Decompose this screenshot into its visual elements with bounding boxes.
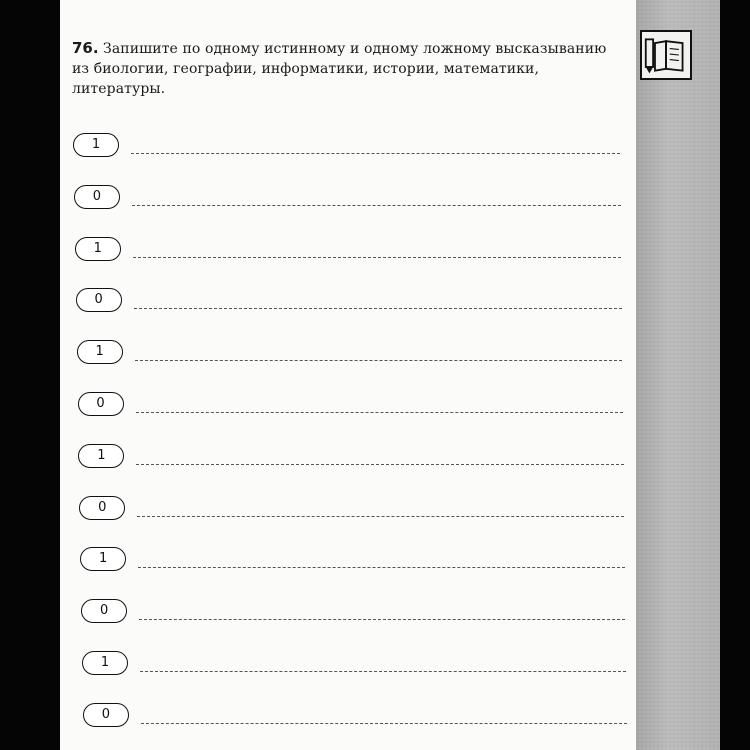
- page-margin: [636, 0, 720, 750]
- answer-line[interactable]: [131, 153, 620, 154]
- answer-line[interactable]: [137, 516, 624, 517]
- answer-row: [0, 133, 660, 163]
- answer-row: [0, 651, 660, 681]
- answer-row: [0, 703, 660, 733]
- answer-line[interactable]: [134, 308, 622, 309]
- task-number: 76.: [72, 39, 99, 57]
- answer-line[interactable]: [135, 360, 623, 361]
- worksheet-page: [60, 0, 720, 750]
- answer-line[interactable]: [138, 567, 625, 568]
- answer-value-badge: 1: [80, 547, 126, 571]
- answer-row: [0, 237, 660, 267]
- answer-line[interactable]: [132, 205, 621, 206]
- book-pencil-icon: [640, 30, 692, 80]
- answer-row: [0, 547, 660, 577]
- answer-value-badge: 0: [78, 392, 124, 416]
- answer-line[interactable]: [139, 619, 625, 620]
- answer-value-badge: 0: [83, 703, 129, 727]
- answer-line[interactable]: [140, 671, 626, 672]
- answer-row: [0, 599, 660, 629]
- answer-value-badge: 0: [74, 185, 120, 209]
- answer-line[interactable]: [141, 723, 627, 724]
- answer-value-badge: 1: [73, 133, 119, 157]
- task-statement: [72, 38, 624, 99]
- answer-row: [0, 444, 660, 474]
- answer-row: [0, 392, 660, 422]
- answer-row: [0, 496, 660, 526]
- answer-line[interactable]: [133, 257, 621, 258]
- answer-value-badge: 0: [76, 288, 122, 312]
- answer-value-badge: 0: [81, 599, 127, 623]
- answer-row: [0, 185, 660, 215]
- answer-row: [0, 340, 660, 370]
- answer-value-badge: 1: [77, 340, 123, 364]
- answer-row: [0, 288, 660, 318]
- answer-value-badge: 1: [82, 651, 128, 675]
- answer-line[interactable]: [136, 412, 624, 413]
- answer-line[interactable]: [136, 464, 623, 465]
- answer-value-badge: 1: [75, 237, 121, 261]
- task-text: Запишите по одному истинному и одному ложному высказыванию из биологии, географии, информатики, истории, математики, литературы.: [72, 41, 607, 97]
- answer-value-badge: 1: [78, 444, 124, 468]
- answer-value-badge: 0: [79, 496, 125, 520]
